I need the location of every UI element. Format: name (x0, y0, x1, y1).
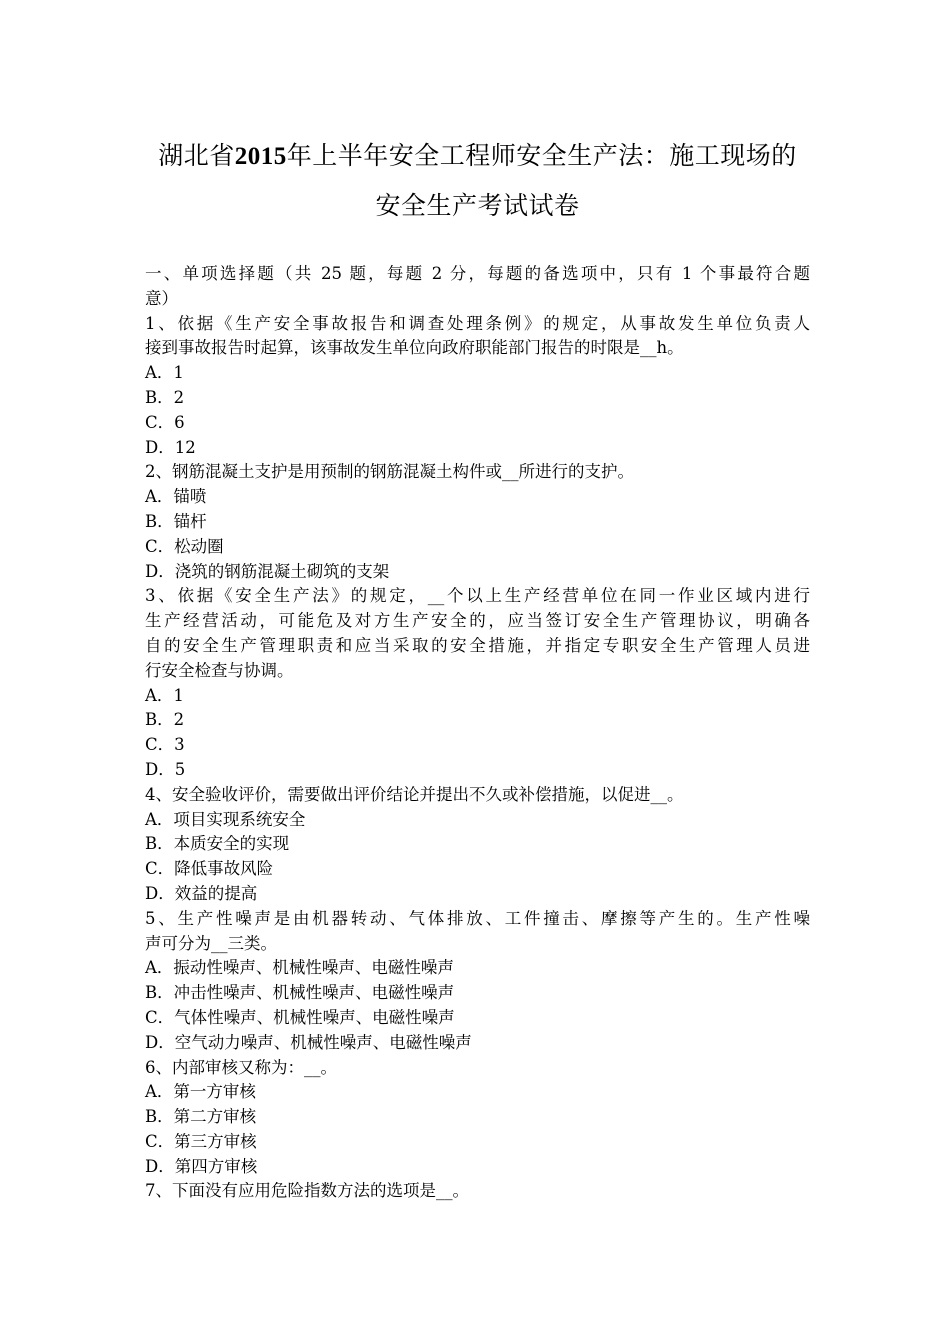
answer-option: C．松动圈 (145, 536, 224, 556)
question-text: 3、依据《安全生产法》的规定，__个以上生产经营单位在同一作业区域内进行 (145, 586, 810, 606)
answer-option: B．2 (145, 710, 185, 730)
answer-option: A．振动性噪声、机械性噪声、电磁性噪声 (145, 958, 454, 978)
document-title-line1 (140, 136, 815, 172)
question-item (145, 1056, 810, 1180)
question-item (145, 907, 810, 1056)
answer-option: A．1 (145, 363, 184, 383)
answer-option: A．1 (145, 685, 184, 705)
question-text: 6、内部审核又称为：__。 (145, 1057, 337, 1077)
question-text: 行安全检查与协调。 (145, 660, 294, 680)
question-text: 5、生产性噪声是由机器转动、气体排放、工件撞击、摩擦等产生的。生产性噪 (145, 908, 810, 928)
answer-option: D．空气动力噪声、机械性噪声、电磁性噪声 (145, 1032, 472, 1052)
document-title-line2: 安全生产考试试卷 (375, 191, 580, 220)
question-text: 接到事故报告时起算，该事故发生单位向政府职能部门报告的时限是__h。 (145, 338, 684, 358)
answer-option: C．降低事故风险 (145, 859, 274, 879)
title-suffix: 年上半年安全工程师安全生产法：施工现场的 (286, 141, 797, 170)
exam-content (145, 262, 810, 1204)
answer-option: B．本质安全的实现 (145, 834, 290, 854)
question-item (145, 1179, 810, 1204)
answer-option: C．3 (145, 735, 185, 755)
answer-option: A．项目实现系统安全 (145, 809, 306, 829)
answer-option: D．12 (145, 437, 196, 457)
question-item (145, 584, 810, 782)
answer-option: D．5 (145, 759, 186, 779)
answer-option: D．第四方审核 (145, 1156, 258, 1176)
question-item (145, 783, 810, 907)
answer-option: B．冲击性噪声、机械性噪声、电磁性噪声 (145, 983, 455, 1003)
answer-option: D．浇筑的钢筋混凝土砌筑的支架 (145, 561, 390, 581)
title-year: 2015 (234, 143, 287, 170)
question-text: 声可分为__三类。 (145, 933, 277, 953)
question-text: 生产经营活动，可能危及对方生产安全的，应当签订安全生产管理协议，明确各 (145, 611, 810, 631)
title-prefix: 湖北省 (158, 141, 235, 170)
question-text: 自的安全生产管理职责和应当采取的安全措施，并指定专职安全生产管理人员进 (145, 635, 810, 655)
answer-option: C．6 (145, 412, 185, 432)
question-item (145, 312, 810, 461)
section-heading-continued: 意） (145, 288, 178, 308)
section-heading: 一、单项选择题（共 25 题，每题 2 分，每题的备选项中，只有 1 个事最符合题 (145, 264, 810, 283)
answer-option: B．第二方审核 (145, 1107, 257, 1127)
answer-option: C．第三方审核 (145, 1131, 257, 1151)
answer-option: A．锚喷 (145, 487, 207, 507)
answer-option: B．2 (145, 387, 185, 407)
question-text: 2、钢筋混凝土支护是用预制的钢筋混凝土构件或__所进行的支护。 (145, 462, 634, 482)
answer-option: B．锚杆 (145, 511, 207, 531)
answer-option: A．第一方审核 (145, 1082, 256, 1102)
question-text: 4、安全验收评价，需要做出评价结论并提出不久或补偿措施，以促进__。 (145, 784, 684, 804)
answer-option: C．气体性噪声、机械性噪声、电磁性噪声 (145, 1007, 455, 1027)
question-list (145, 312, 810, 1205)
answer-option: D．效益的提高 (145, 883, 258, 903)
question-item (145, 460, 810, 584)
question-text: 1、依据《生产安全事故报告和调查处理条例》的规定，从事故发生单位负责人 (145, 313, 810, 333)
question-text: 7、下面没有应用危险指数方法的选项是__。 (145, 1181, 469, 1201)
